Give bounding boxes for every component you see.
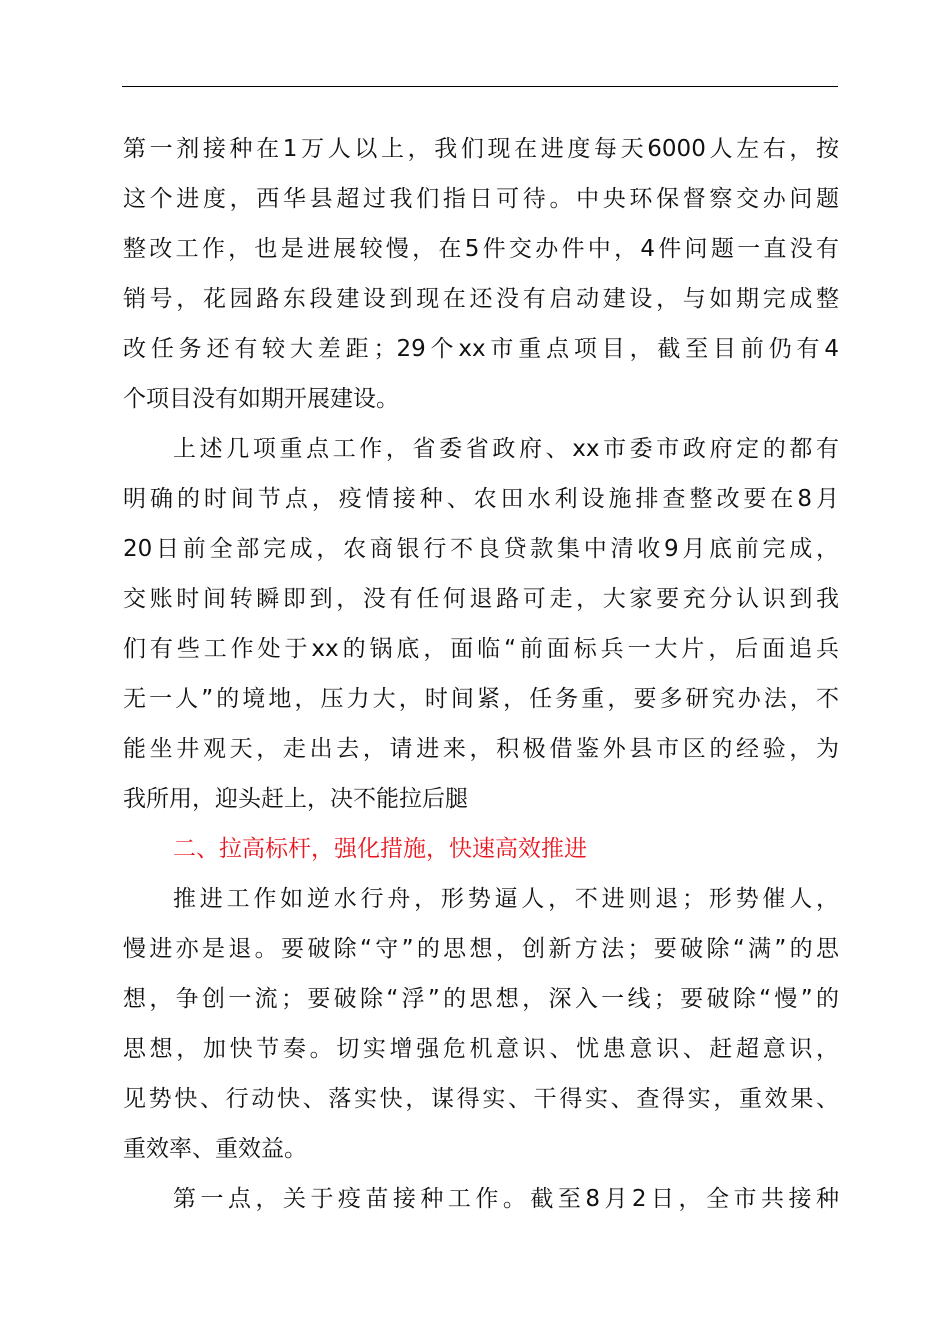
paragraph-2-line-5: 们有些工作处于xx的锅底，面临“前面标兵一大片，后面追兵 bbox=[123, 636, 839, 662]
header-rule bbox=[122, 86, 838, 87]
paragraph-2-line-2: 明确的时间节点，疫情接种、农田水利设施排查整改要在8月 bbox=[123, 486, 839, 512]
paragraph-4-line-1: 第一点，关于疫苗接种工作。截至8月2日，全市共接种 bbox=[173, 1186, 839, 1212]
paragraph-3-line-2: 慢进亦是退。要破除“守”的思想，创新方法；要破除“满”的思 bbox=[123, 936, 839, 962]
paragraph-2-line-7: 能坐井观天，走出去，请进来，积极借鉴外县市区的经验，为 bbox=[123, 736, 839, 762]
paragraph-2-line-6: 无一人”的境地，压力大，时间紧，任务重，要多研究办法，不 bbox=[123, 686, 839, 712]
paragraph-1-line-2: 这个进度，西华县超过我们指日可待。中央环保督察交办问题 bbox=[123, 186, 839, 212]
paragraph-2-line-4: 交账时间转瞬即到，没有任何退路可走，大家要充分认识到我 bbox=[123, 586, 839, 612]
paragraph-2-line-8: 我所用，迎头赶上，决不能拉后腿 bbox=[123, 786, 468, 812]
paragraph-1-line-3: 整改工作，也是进展较慢，在5件交办件中，4件问题一直没有 bbox=[123, 236, 839, 262]
paragraph-1-line-4: 销号，花园路东段建设到现在还没有启动建设，与如期完成整 bbox=[123, 286, 839, 312]
document-body bbox=[123, 124, 839, 1224]
paragraph-2-line-1: 上述几项重点工作，省委省政府、xx市委市政府定的都有 bbox=[173, 436, 839, 462]
section-heading: 二、拉高标杆，强化措施，快速高效推进 bbox=[173, 836, 587, 862]
paragraph-1-line-6: 个项目没有如期开展建设。 bbox=[123, 386, 399, 412]
paragraph-1-line-1: 第一剂接种在1万人以上，我们现在进度每天6000人左右，按 bbox=[123, 136, 839, 162]
paragraph-3-line-3: 想，争创一流；要破除“浮”的思想，深入一线；要破除“慢”的 bbox=[123, 986, 839, 1012]
paragraph-3-line-6: 重效率、重效益。 bbox=[123, 1136, 307, 1162]
paragraph-2-line-3: 20日前全部完成，农商银行不良贷款集中清收9月底前完成， bbox=[123, 536, 839, 562]
paragraph-1-line-5: 改任务还有较大差距；29个xx市重点项目，截至目前仍有4 bbox=[123, 336, 839, 362]
paragraph-3-line-4: 思想，加快节奏。切实增强危机意识、忧患意识、赶超意识， bbox=[123, 1036, 839, 1062]
paragraph-3-line-5: 见势快、行动快、落实快，谋得实、干得实、查得实，重效果、 bbox=[123, 1086, 839, 1112]
paragraph-3-line-1: 推进工作如逆水行舟，形势逼人，不进则退；形势催人， bbox=[173, 886, 839, 912]
